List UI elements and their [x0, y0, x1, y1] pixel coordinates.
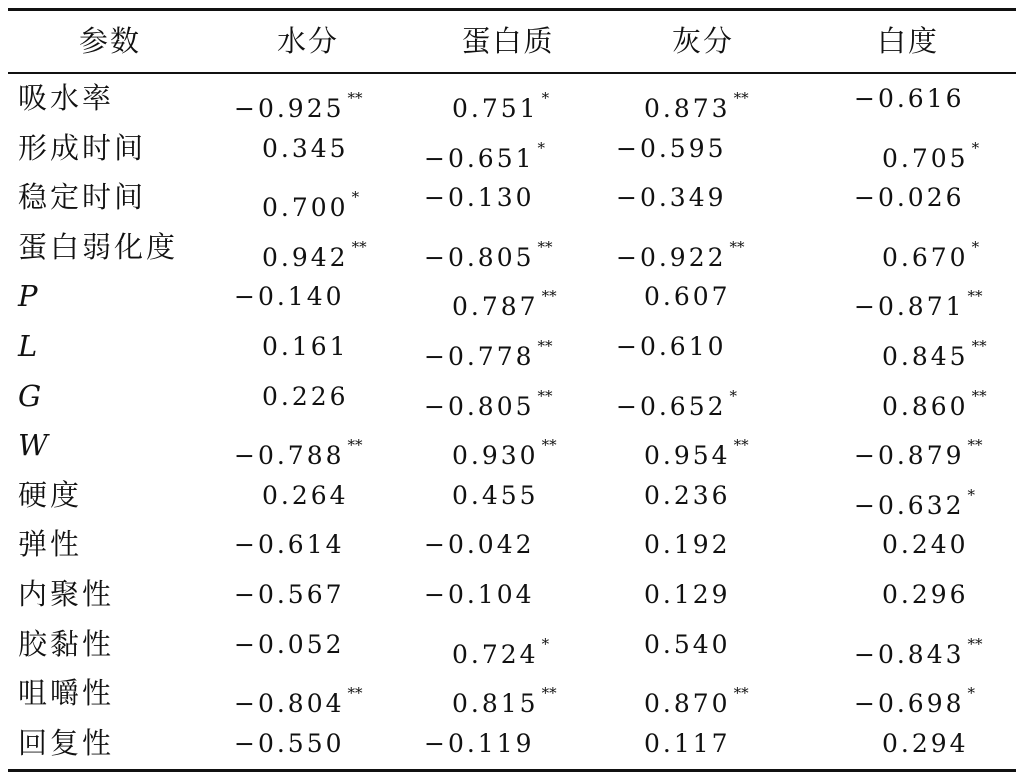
- table-row: [8, 322, 1016, 372]
- table-cell: [262, 471, 349, 521]
- row-label: P: [18, 279, 38, 314]
- table-row: [8, 669, 1016, 719]
- table-cell: [262, 223, 367, 273]
- table-cell: [424, 223, 553, 273]
- table-cell: [262, 322, 349, 372]
- table-header: [8, 11, 1016, 72]
- table-cell: [644, 520, 731, 570]
- table-cell: [882, 372, 987, 422]
- table-row: [8, 272, 1016, 322]
- table-cell: [424, 124, 545, 174]
- table-cell: [616, 223, 745, 273]
- table-row: [8, 372, 1016, 422]
- row-label: 形成时间: [18, 130, 147, 165]
- cell-value: 0.954: [644, 441, 731, 471]
- cell-value: 0.724: [452, 639, 539, 669]
- significance-marker: *: [541, 634, 550, 653]
- table-cell: [616, 372, 737, 422]
- cell-value: −0.130: [424, 183, 535, 213]
- cell-value: 0.345: [262, 133, 349, 163]
- significance-marker: *: [967, 684, 976, 703]
- table-cell: [644, 620, 731, 670]
- cell-value: 0.860: [882, 391, 969, 421]
- table-cell: [882, 322, 987, 372]
- table-cell: [882, 223, 979, 273]
- cell-value: −0.925: [234, 94, 345, 123]
- significance-marker: **: [967, 436, 983, 455]
- table-cell: [854, 74, 965, 124]
- table-cell: [882, 719, 969, 769]
- cell-value: 0.264: [262, 480, 349, 510]
- significance-marker: **: [967, 634, 983, 653]
- cell-value: 0.161: [262, 331, 349, 361]
- cell-value: 0.455: [452, 480, 539, 510]
- significance-marker: **: [971, 336, 987, 355]
- table-cell: [882, 124, 979, 174]
- cell-value: −0.610: [616, 331, 727, 361]
- row-label: W: [18, 428, 48, 463]
- significance-marker: *: [971, 237, 980, 256]
- table-cell: [234, 520, 345, 570]
- significance-marker: **: [347, 89, 363, 107]
- table-cell: [234, 669, 363, 719]
- cell-value: 0.670: [882, 242, 969, 272]
- row-label: 蛋白弱化度: [18, 229, 179, 264]
- cell-value: 0.700: [262, 193, 349, 223]
- table-cell: [424, 173, 535, 223]
- table-row: [8, 570, 1016, 620]
- cell-value: 0.540: [644, 629, 731, 659]
- significance-marker: *: [967, 485, 976, 504]
- cell-value: −0.632: [854, 490, 965, 520]
- cell-value: −0.349: [616, 183, 727, 213]
- row-label: 咀嚼性: [18, 676, 115, 711]
- cell-value: 0.236: [644, 480, 731, 510]
- table-cell: [424, 372, 553, 422]
- cell-value: 0.930: [452, 441, 539, 471]
- table-cell: [262, 124, 349, 174]
- row-label: L: [18, 328, 38, 363]
- table-cell: [234, 272, 345, 322]
- row-label: 弹性: [18, 527, 83, 562]
- table-cell: [452, 471, 539, 521]
- table-cell: [882, 570, 969, 620]
- table-row: [8, 223, 1016, 273]
- significance-marker: *: [971, 138, 980, 157]
- cell-value: −0.778: [424, 341, 535, 371]
- cell-value: −0.804: [234, 689, 345, 719]
- cell-value: 0.129: [644, 579, 731, 609]
- row-label: 硬度: [18, 477, 83, 512]
- table-row: [8, 471, 1016, 521]
- table-cell: [424, 520, 535, 570]
- cell-value: −0.026: [854, 183, 965, 213]
- table-cell: [234, 570, 345, 620]
- table-cell: [616, 173, 727, 223]
- table-cell: [644, 719, 731, 769]
- cell-value: −0.843: [854, 639, 965, 669]
- significance-marker: *: [541, 89, 550, 107]
- significance-marker: *: [351, 188, 360, 207]
- cell-value: −0.805: [424, 391, 535, 421]
- table-cell: [854, 471, 975, 521]
- table-cell: [234, 421, 363, 471]
- cell-value: 0.117: [644, 728, 731, 758]
- significance-marker: **: [733, 436, 749, 455]
- cell-value: 0.942: [262, 242, 349, 272]
- significance-marker: **: [347, 684, 363, 703]
- table-cell: [452, 421, 557, 471]
- cell-value: −0.698: [854, 689, 965, 719]
- significance-marker: *: [537, 138, 546, 157]
- significance-marker: **: [541, 287, 557, 306]
- table-row: [8, 620, 1016, 670]
- significance-marker: *: [729, 386, 738, 405]
- table-row: [8, 124, 1016, 174]
- cell-value: 0.873: [644, 94, 731, 123]
- significance-marker: **: [733, 684, 749, 703]
- significance-marker: **: [971, 386, 987, 405]
- table-body: [8, 74, 1016, 768]
- cell-value: −0.651: [424, 143, 535, 173]
- table-bottom-rule: [8, 769, 1016, 772]
- cell-value: −0.805: [424, 242, 535, 272]
- table-cell: [644, 272, 731, 322]
- significance-marker: **: [537, 336, 553, 355]
- table-cell: [452, 272, 557, 322]
- table-cell: [854, 272, 983, 322]
- table-cell: [452, 620, 549, 670]
- cell-value: 0.240: [882, 530, 969, 560]
- significance-marker: **: [541, 436, 557, 455]
- significance-marker: **: [537, 386, 553, 405]
- header-whiteness: 白度: [876, 24, 939, 58]
- cell-value: 0.751: [452, 94, 539, 123]
- cell-value: 0.294: [882, 728, 969, 758]
- cell-value: −0.871: [854, 292, 965, 322]
- table-cell: [424, 570, 535, 620]
- table-cell: [644, 471, 731, 521]
- significance-marker: **: [729, 237, 745, 256]
- table-row: [8, 421, 1016, 471]
- table-cell: [424, 322, 553, 372]
- significance-marker: **: [347, 436, 363, 455]
- table-cell: [644, 421, 749, 471]
- cell-value: −0.567: [234, 579, 345, 609]
- table-cell: [262, 173, 359, 223]
- table-cell: [644, 74, 749, 124]
- header-protein: 蛋白质: [461, 24, 555, 58]
- header-moisture: 水分: [276, 24, 339, 58]
- cell-value: −0.104: [424, 579, 535, 609]
- table-cell: [854, 421, 983, 471]
- cell-value: −0.042: [424, 530, 535, 560]
- table-row: [8, 520, 1016, 570]
- cell-value: −0.052: [234, 629, 345, 659]
- cell-value: 0.705: [882, 143, 969, 173]
- cell-value: 0.815: [452, 689, 539, 719]
- cell-value: −0.922: [616, 242, 727, 272]
- table-cell: [424, 719, 535, 769]
- cell-value: −0.119: [424, 728, 535, 758]
- cell-value: −0.879: [854, 441, 965, 471]
- cell-value: −0.140: [234, 282, 345, 312]
- table-cell: [644, 669, 749, 719]
- table-cell: [644, 570, 731, 620]
- significance-marker: **: [967, 287, 983, 306]
- cell-value: −0.616: [854, 84, 965, 113]
- table-cell: [452, 669, 557, 719]
- cell-value: −0.595: [616, 133, 727, 163]
- row-label: 内聚性: [18, 576, 115, 611]
- table-cell: [616, 322, 727, 372]
- table-cell: [854, 620, 983, 670]
- table-cell: [616, 124, 727, 174]
- cell-value: −0.614: [234, 530, 345, 560]
- table-cell: [262, 372, 349, 422]
- header-param: 参数: [78, 24, 141, 58]
- cell-value: −0.788: [234, 441, 345, 471]
- table-cell: [882, 520, 969, 570]
- significance-marker: **: [351, 237, 367, 256]
- table-cell: [234, 74, 363, 124]
- cell-value: 0.192: [644, 530, 731, 560]
- cell-value: 0.787: [452, 292, 539, 322]
- cell-value: 0.607: [644, 282, 731, 312]
- cell-value: 0.296: [882, 579, 969, 609]
- row-label: 胶黏性: [18, 626, 115, 661]
- table-row: [8, 719, 1016, 769]
- table-cell: [234, 620, 345, 670]
- cell-value: 0.870: [644, 689, 731, 719]
- table-cell: [854, 173, 965, 223]
- row-label: 吸水率: [18, 81, 115, 115]
- cell-value: 0.845: [882, 341, 969, 371]
- row-label: 回复性: [18, 725, 115, 760]
- table-cell: [854, 669, 975, 719]
- header-ash: 灰分: [671, 24, 734, 58]
- cell-value: 0.226: [262, 381, 349, 411]
- table-cell: [452, 74, 549, 124]
- row-label: G: [18, 378, 42, 413]
- table-row: [8, 173, 1016, 223]
- table-row: [8, 74, 1016, 124]
- row-label: 稳定时间: [18, 180, 147, 215]
- cell-value: −0.550: [234, 728, 345, 758]
- cell-value: −0.652: [616, 391, 727, 421]
- significance-marker: **: [541, 684, 557, 703]
- significance-marker: **: [733, 89, 749, 107]
- significance-marker: **: [537, 237, 553, 256]
- table-cell: [234, 719, 345, 769]
